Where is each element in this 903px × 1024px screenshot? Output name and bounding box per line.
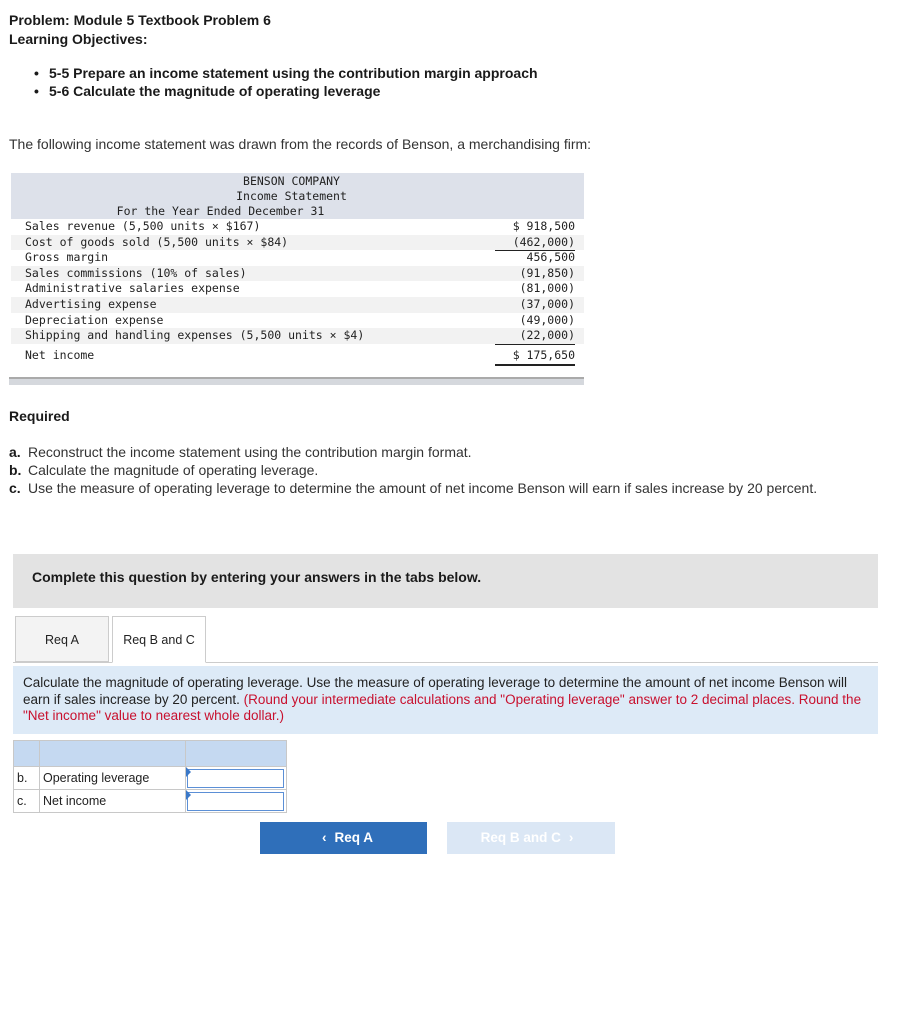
required-list [9,443,884,497]
intro-text: The following income statement was drawn from the records of Benson, a merchandising firm: [9,136,592,152]
required-text: Calculate the magnitude of operating leverage. [28,462,319,478]
statement-row [11,235,584,251]
required-item [9,443,884,461]
tab-req-b-and-c[interactable]: Req B and C [112,616,206,663]
statement-row [11,266,584,282]
required-text: Use the measure of operating leverage to determine the amount of net income Benson will earn if sales increase by 20 percent. [28,480,818,496]
next-button-label: Req B and C [480,830,561,845]
statement-row [11,250,584,266]
answer-letter: c. [14,790,40,813]
chevron-left-icon: ‹ [321,830,327,845]
row-amount: (37,000) [519,297,575,311]
objectives-list [32,64,538,100]
objectives-heading: Learning Objectives: [9,31,148,47]
answer-row-operating-leverage [14,767,287,790]
row-amount: (462,000) [495,235,575,252]
statement-row [11,313,584,329]
next-tab-button [447,822,615,854]
statement-row [11,328,584,344]
income-statement-header [11,173,584,219]
required-letter: c. [9,480,21,496]
required-item [9,461,884,479]
problem-title: Problem: Module 5 Textbook Problem 6 [9,12,271,28]
required-heading: Required [9,408,70,424]
row-label: Advertising expense [25,297,157,311]
tab-req-a[interactable]: Req A [15,616,109,662]
required-item [9,479,884,497]
instruction-text: Complete this question by entering your answers in the tabs below. [32,569,482,585]
statement-name: Income Statement [236,189,347,203]
row-amount: 456,500 [526,250,575,265]
required-letter: a. [9,444,21,460]
prev-button-label: Req A [334,830,373,845]
objective-item: • 5-6 Calculate the magnitude of operating leverage [32,82,538,100]
answer-table [13,740,287,813]
answer-row-net-income [14,790,287,813]
row-label: Net income [25,348,95,362]
answer-label: Operating leverage [40,767,186,790]
company-name: BENSON COMPANY [243,174,340,188]
instructions-text: Calculate the magnitude of operating leverage. Use the measure of operating leverage to determine the amount of net income Benson will earn if sales increase by 20 percent. [23,675,847,707]
row-amount: (22,000) [495,328,575,345]
row-label: Sales revenue (5,500 units × $167) [25,219,261,233]
instructions-paragraph [23,675,873,725]
chevron-right-icon: › [568,830,574,845]
row-amount: (81,000) [519,281,575,296]
prev-tab-button[interactable] [260,822,427,854]
statement-bottom-rule [9,377,584,385]
row-label: Shipping and handling expenses (5,500 units × $4) [25,328,365,343]
question-instructions [13,666,878,734]
row-amount: $ 918,500 [512,219,575,233]
statement-row [11,219,584,235]
net-income-input[interactable] [187,792,284,811]
rounding-note: (Round your intermediate calculations and "Operating leverage" answer to 2 decimal places. Round the "Net income" value to nearest whole dollar.) [23,691,862,723]
required-text: Reconstruct the income statement using the contribution margin format. [28,444,472,460]
statement-row-net-income [11,348,584,364]
objective-item: • 5-5 Prepare an income statement using the contribution margin approach [32,64,538,82]
statement-row [11,297,584,313]
statement-period: For the Year Ended December 31 [116,204,325,218]
input-marker-icon [186,790,191,800]
required-letter: b. [9,462,22,478]
statement-row [11,281,584,297]
row-label: Gross margin [25,250,109,265]
row-amount: (91,850) [519,265,575,280]
input-marker-icon [186,767,191,777]
problem-header [9,11,271,49]
operating-leverage-input[interactable] [187,769,284,788]
row-label: Administrative salaries expense [25,281,240,296]
row-amount: (49,000) [519,312,575,327]
income-statement [11,173,584,385]
instruction-bar [13,554,878,608]
row-label: Sales commissions (10% of sales) [25,265,247,280]
row-label: Depreciation expense [25,312,164,327]
answer-letter: b. [14,767,40,790]
answer-label: Net income [40,790,186,813]
row-label: Cost of goods sold (5,500 units × $84) [25,234,289,249]
row-amount: $ 175,650 [495,348,575,366]
answer-table-header [14,741,287,767]
